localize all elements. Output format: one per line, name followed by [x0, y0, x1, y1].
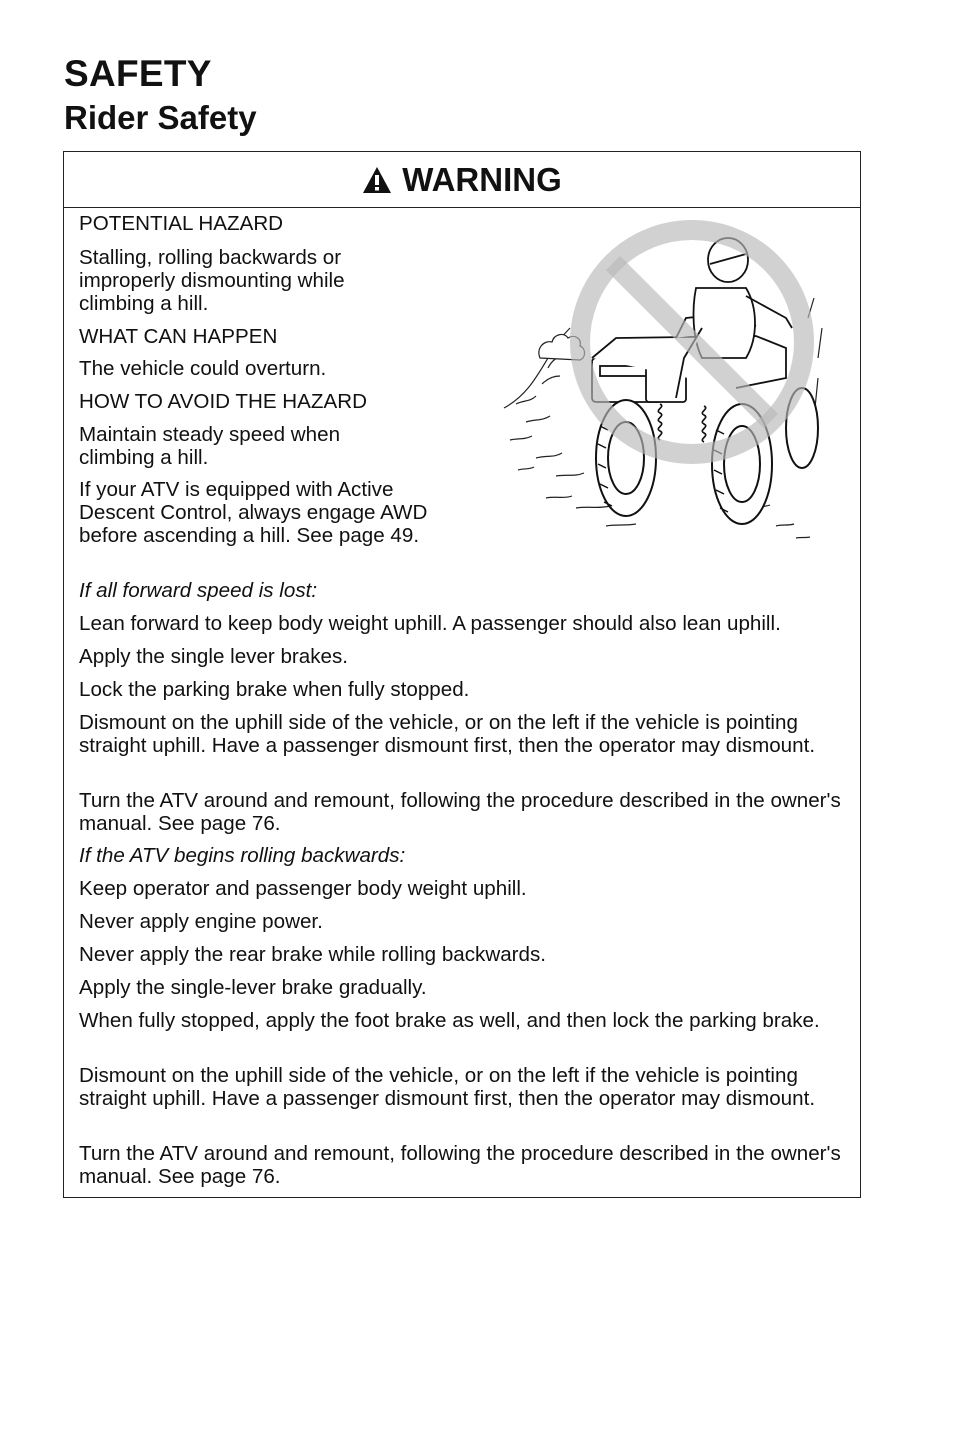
paragraph: When fully stopped, apply the foot brake as well, and then lock the parking brake. — [79, 1009, 820, 1032]
paragraph: Never apply the rear brake while rolling backwards. — [79, 943, 547, 966]
paragraph: Keep operator and passenger body weight uphill. — [79, 877, 527, 900]
paragraph: Lock the parking brake when fully stopped. — [79, 678, 470, 701]
paragraph: Never apply engine power. — [79, 910, 323, 933]
warning-heading: WARNING — [402, 160, 562, 198]
paragraph: Turn the ATV around and remount, following the procedure described in the owner's manual. See page 76. — [79, 789, 841, 835]
paragraph: WHAT CAN HAPPEN — [79, 325, 278, 348]
paragraph: Maintain steady speed when climbing a hill. — [79, 423, 341, 469]
paragraph: Dismount on the uphill side of the vehicle, or on the left if the vehicle is pointing straight uphill. Have a passenger dismount first, then the operator may dismount. — [79, 1064, 816, 1110]
page-title: SAFETY — [64, 53, 212, 94]
paragraph: Lean forward to keep body weight uphill. A passenger should also lean uphill. — [79, 612, 781, 635]
paragraph: The vehicle could overturn. — [79, 357, 327, 380]
warning-triangle-icon — [362, 166, 392, 194]
paragraph: Apply the single lever brakes. — [79, 645, 349, 668]
paragraph-italic: If all forward speed is lost: — [79, 579, 318, 602]
paragraph: POTENTIAL HAZARD — [79, 212, 284, 235]
section-subtitle: Rider Safety — [64, 99, 257, 136]
paragraph-italic: If the ATV begins rolling backwards: — [79, 844, 406, 867]
warning-header — [64, 152, 860, 208]
paragraph: Apply the single-lever brake gradually. — [79, 976, 427, 999]
paragraph: Turn the ATV around and remount, following the procedure described in the owner's manual. See page 76. — [79, 1142, 841, 1188]
paragraph: Stalling, rolling backwards or improperly dismounting while climbing a hill. — [79, 246, 345, 315]
paragraph: If your ATV is equipped with Active Descent Control, always engage AWD before ascending a hill. See page 49. — [79, 478, 428, 547]
paragraph: Dismount on the uphill side of the vehicle, or on the left if the vehicle is pointing straight uphill. Have a passenger dismount first, then the operator may dismount. — [79, 711, 816, 757]
paragraph: HOW TO AVOID THE HAZARD — [79, 390, 367, 413]
no-atv-hill-climb-illustration — [496, 208, 832, 548]
